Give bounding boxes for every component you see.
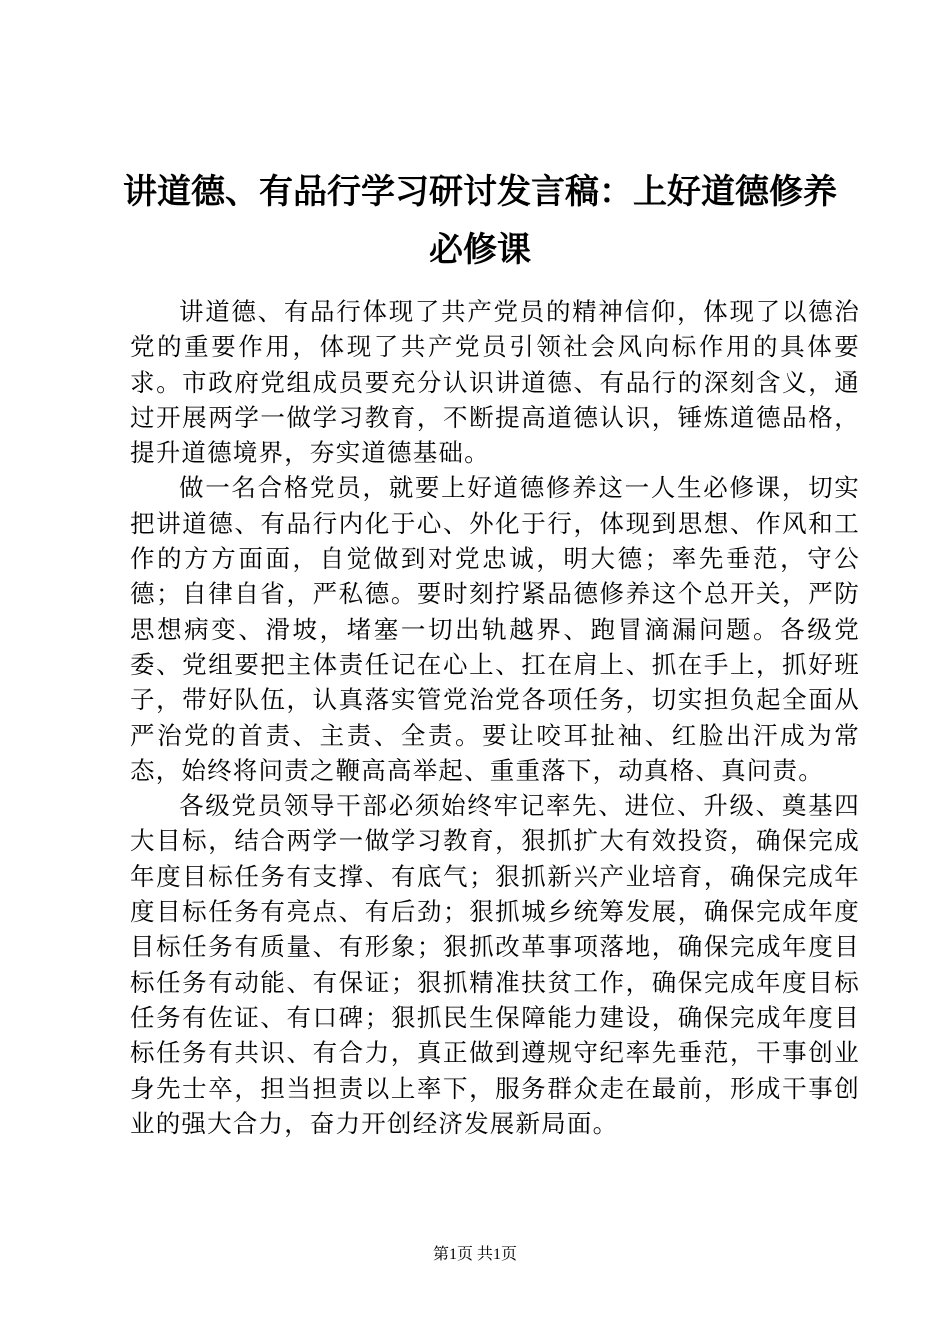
page-number-footer: 第1页 共1页 [432, 1246, 517, 1263]
document-title: 讲道德、有品行学习研讨发言稿：上好道德修养必修课 [123, 172, 837, 270]
paragraph-1: 讲道德、有品行体现了共产党员的精神信仰，体现了以德治党的重要作用，体现了共产党员引领社会风向标作用的具体要求。市政府党组成员要充分认识讲道德、有品行的深刻含义，通过开展两学一做学习教育，不断提高道德认识，锤炼道德品格，提升道德境界，夯实道德基础。 [130, 297, 860, 468]
paragraph-2: 做一名合格党员，就要上好道德修养这一人生必修课，切实把讲道德、有品行内化于心、外化于行，体现到思想、作风和工作的方方面面，自觉做到对党忠诚，明大德；率先垂范，守公德；自律自省，严私德。要时刻拧紧品德修养这个总开关，严防思想病变、滑坡，堵塞一切出轨越界、跑冒滴漏问题。各级党委、党组要把主体责任记在心上、扛在肩上、抓在手上，抓好班子，带好队伍，认真落实管党治党各项任务，切实担负起全面从严治党的首责、主责、全责。要让咬耳扯袖、红脸出汗成为常态，始终将问责之鞭高高举起、重重落下，动真格、真问责。 [130, 473, 860, 785]
document-body [130, 294, 860, 1141]
paragraph-3: 各级党员领导干部必须始终牢记率先、进位、升级、奠基四大目标，结合两学一做学习教育，狠抓扩大有效投资，确保完成年度目标任务有支撑、有底气；狠抓新兴产业培育，确保完成年度目标任务有亮点、有后劲；狠抓城乡统筹发展，确保完成年度目标任务有质量、有形象；狠抓改革事项落地，确保完成年度目标任务有动能、有保证；狠抓精准扶贫工作，确保完成年度目标任务有佐证、有口碑；狠抓民生保障能力建设，确保完成年度目标任务有共识、有合力，真正做到遵规守纪率先垂范，干事创业身先士卒，担当担责以上率下，服务群众走在最前，形成干事创业的强大合力，奋力开创经济发展新局面。 [130, 791, 860, 1138]
